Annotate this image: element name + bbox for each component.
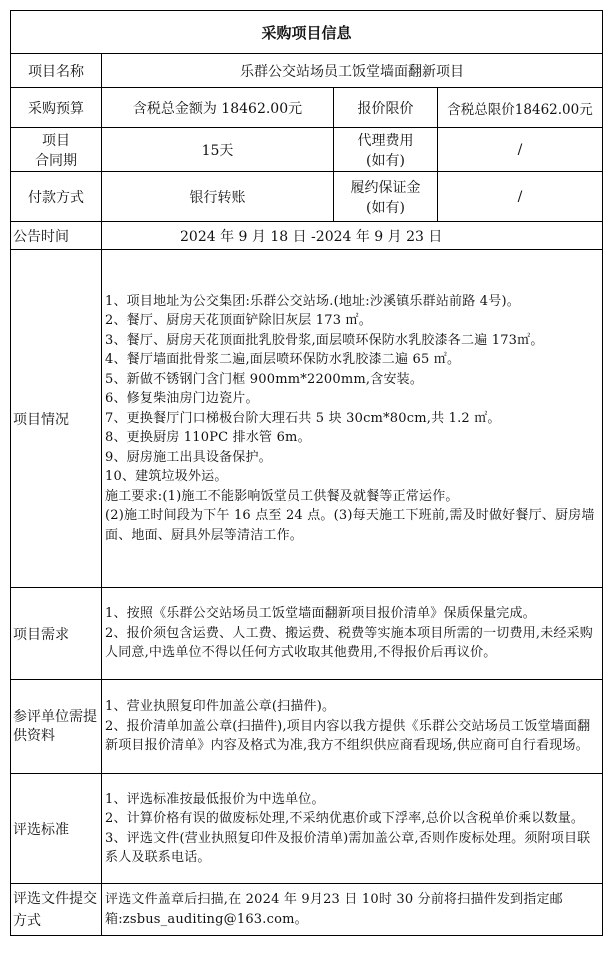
situation-content <box>102 250 603 588</box>
requirements-line-2: 2、报价须包含运费、人工费、搬运费、税费等实施本项目所需的一切费用,未经采购人同意,中选单位不得以任何方式收取其他费用,不得报价后再议价。 <box>105 625 594 661</box>
materials-content <box>102 680 603 774</box>
criteria-label: 评选标准 <box>11 774 102 884</box>
situation-line-12: (2)施工时间段为下午 16 点至 24 点。(3)每天施工下班前,需及时做好餐厅、厨房墙面、地面、厨具外层等清洁工作。 <box>105 508 595 543</box>
performance-bond-value: / <box>438 172 603 222</box>
situation-line-1: 1、项目地址为公交集团:乐群公交站场.(地址:沙溪镇乐群站前路 4号)。 <box>105 293 520 309</box>
situation-line-10: 10、建筑垃圾外运。 <box>105 469 228 485</box>
payment-row <box>11 172 603 222</box>
agency-fee-label <box>334 128 438 172</box>
document-title: 采购项目信息 <box>11 11 603 54</box>
notice-label: 公告时间 <box>11 222 102 250</box>
requirements-label: 项目需求 <box>11 588 102 680</box>
performance-bond-label-line2: (如有) <box>366 199 405 216</box>
requirements-row <box>11 588 603 680</box>
criteria-line-1: 1、评选标准按最低报价为中选单位。 <box>105 791 325 807</box>
situation-line-5: 5、新做不锈钢门含门框 900mm*2200mm,含安装。 <box>105 371 424 387</box>
title-row <box>11 11 603 54</box>
situation-line-6: 6、修复柴油房门边瓷片。 <box>105 391 259 407</box>
notice-row <box>11 222 603 250</box>
situation-line-8: 8、更换厨房 110PC 排水管 6m。 <box>105 430 311 446</box>
project-name-row <box>11 54 603 88</box>
notice-value: 2024 年 9 月 18 日 -2024 年 9 月 23 日 <box>102 222 603 250</box>
situation-line-4: 4、餐厅墙面批骨浆二遍,面层喷环保防水乳胶漆二遍 65 ㎡。 <box>105 352 461 368</box>
payment-value: 银行转账 <box>102 172 334 222</box>
materials-line-1: 1、营业执照复印件加盖公章(扫描件)。 <box>105 699 336 715</box>
procurement-table <box>10 10 603 936</box>
payment-label: 付款方式 <box>11 172 102 222</box>
agency-fee-label-line2: (如有) <box>366 152 405 169</box>
requirements-content <box>102 588 603 680</box>
materials-row <box>11 680 603 774</box>
agency-fee-label-line1: 代理费用 <box>357 132 414 149</box>
performance-bond-label <box>334 172 438 222</box>
criteria-line-2: 2、计算价格有误的做废标处理,不采纳优惠价或下浮率,总价以含税单价乘以数量。 <box>105 811 585 826</box>
criteria-content <box>102 774 603 884</box>
price-limit-label: 报价限价 <box>334 88 438 128</box>
criteria-row <box>11 774 603 884</box>
situation-line-3: 3、餐厅、厨房天花顶面批乳胶骨浆,面层喷环保防水乳胶漆各二遍 173㎡。 <box>105 332 544 348</box>
project-name-value: 乐群公交站场员工饭堂墙面翻新项目 <box>102 54 603 88</box>
materials-label: 参评单位需提供资料 <box>11 680 102 774</box>
contract-period-row <box>11 128 603 172</box>
materials-line-2: 2、报价清单加盖公章(扫描件),项目内容以我方提供《乐群公交站场员工饭堂墙面翻新项目报价清单》内容及格式为准,我方不组织供应商看现场,供应商可自行看现场。 <box>105 718 591 754</box>
situation-label: 项目情况 <box>11 250 102 588</box>
procurement-info-document <box>10 10 602 936</box>
project-name-label: 项目名称 <box>11 54 102 88</box>
budget-value: 含税总金额为 18462.00元 <box>102 88 334 128</box>
budget-label: 采购预算 <box>11 88 102 128</box>
situation-line-2: 2、餐厅、厨房天花顶面铲除旧灰层 173 ㎡。 <box>105 313 372 329</box>
situation-line-7: 7、更换餐厅门口梯极台阶大理石共 5 块 30cm*80cm,共 1.2 ㎡。 <box>105 410 501 426</box>
situation-line-11: 施工要求:(1)施工不能影响饭堂员工供餐及就餐等正常运作。 <box>105 488 459 504</box>
requirements-line-1: 1、按照《乐群公交站场员工饭堂墙面翻新项目报价清单》保质保量完成。 <box>105 606 536 622</box>
agency-fee-value: / <box>438 128 603 172</box>
contract-period-label <box>11 128 102 172</box>
contract-period-value: 15天 <box>102 128 334 172</box>
submission-label: 评选文件提交方式 <box>11 884 102 936</box>
criteria-line-3: 3、评选文件(营业执照复印件及报价清单)需加盖公章,否则作废标处理。须附项目联系人及联系电话。 <box>105 830 591 865</box>
submission-row <box>11 884 603 936</box>
budget-row <box>11 88 603 128</box>
performance-bond-label-line1: 履约保证金 <box>350 179 421 196</box>
contract-period-label-line1: 项目 <box>42 132 70 149</box>
contract-period-label-line2: 合同期 <box>35 152 77 169</box>
situation-line-9: 9、厨房施工出具设备保护。 <box>105 449 272 465</box>
situation-row <box>11 250 603 588</box>
submission-line-1: 评选文件盖章后扫描,在 2024 年 9月23 日 10时 30 分前将扫描件发到指定邮箱:zsbus_auditing@163.com。 <box>105 892 563 927</box>
price-limit-value: 含税总限价18462.00元 <box>438 88 603 128</box>
submission-content <box>102 884 603 936</box>
